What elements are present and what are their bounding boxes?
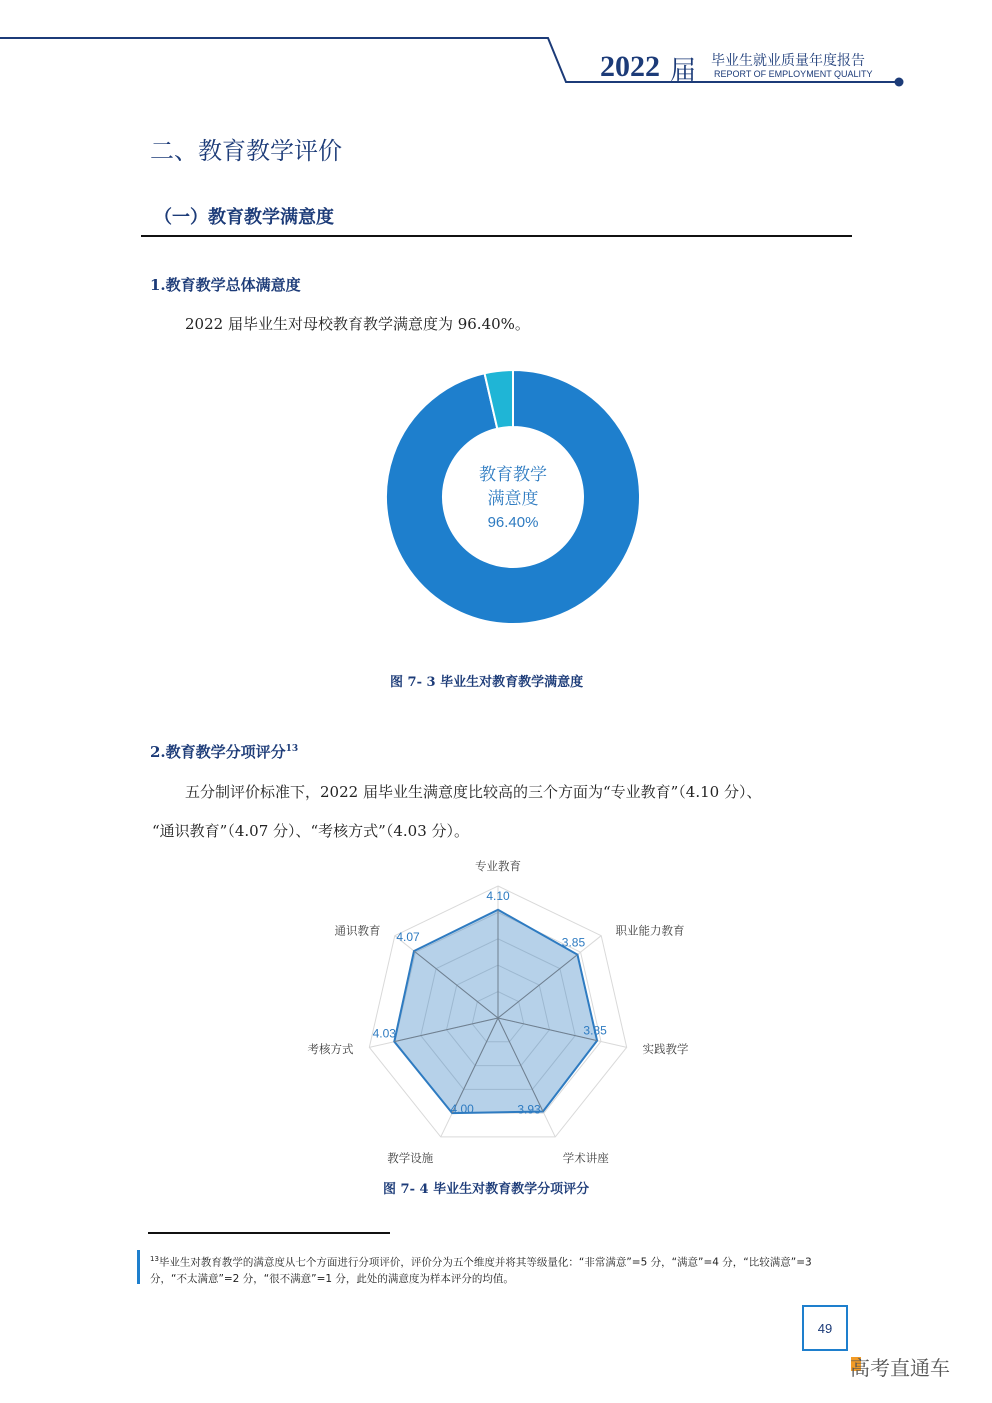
watermark: 高考直通车 [850,1356,950,1380]
radar-value-label: 4.10 [486,888,510,903]
header-title-en: REPORT OF EMPLOYMENT QUALITY [714,69,873,79]
part2-text-line2: “通识教育”（4.07 分）、“考核方式”（4.03 分）。 [152,822,470,840]
radar-value-label: 3.93 [517,1102,541,1117]
footnote-rule [148,1232,390,1234]
donut-center-value: 96.40% [487,514,539,531]
donut-center-line2: 满意度 [487,489,539,509]
radar-value-label: 4.00 [450,1102,474,1117]
part2-text-line1: 五分制评价标准下，2022 届毕业生满意度比较高的三个方面为“专业教育”（4.10 分）、 [185,783,762,801]
chart1-caption: 图 7- 3 毕业生对教育教学满意度 [390,675,584,690]
radar-category-label: 考核方式 [307,1042,354,1057]
subsection-rule [141,235,852,237]
footnote-text: 毕业生对教育教学的满意度从七个方面进行分项评价，评价分为五个维度并将其等级量化：“非常满意”=5 分，“满意”=4 分，“比较满意”=3 分，“不太满意”=2 分，“很不满意”=1 分，此处的满意度为样本评分的均值。 [150,1256,812,1285]
header-year: 2022 [600,50,660,83]
header-title-cn: 毕业生就业质量年度报告 [711,53,865,69]
part2-heading-text: 2.教育教学分项评分 [150,743,286,761]
page-number: 49 [802,1305,848,1351]
part1-text: 2022 届毕业生对母校教育教学满意度为 96.40%。 [185,315,530,333]
footnote-sup: 13 [150,1255,159,1263]
subsection-title: （一）教育教学满意度 [154,207,334,228]
radar-category-label: 专业教育 [475,859,521,873]
part1-heading: 1.教育教学总体满意度 [150,276,301,294]
radar-category-label: 实践教学 [642,1042,689,1057]
chart2-caption: 图 7- 4 毕业生对教育教学分项评分 [383,1182,590,1197]
satisfaction-donut-chart [380,362,650,632]
header-jie: 届 [670,56,697,86]
radar-category-label: 通识教育 [334,923,381,938]
section-title: 二、教育教学评价 [150,137,342,165]
radar-value-label: 4.03 [372,1026,396,1041]
donut-center-line1: 教育教学 [479,465,547,485]
radar-category-label: 职业能力教育 [615,923,685,938]
footnote-bar [137,1250,140,1284]
radar-value-label: 3.85 [561,935,586,950]
subscore-radar-chart [290,848,710,1166]
radar-value-label: 3.85 [583,1023,607,1038]
header-decoration [0,0,992,95]
radar-category-label: 学术讲座 [562,1151,609,1166]
footnote [150,1251,850,1287]
part2-heading [150,741,298,762]
radar-value-label: 4.07 [396,930,420,945]
radar-category-label: 教学设施 [387,1151,434,1166]
part2-heading-sup: 13 [285,744,299,754]
